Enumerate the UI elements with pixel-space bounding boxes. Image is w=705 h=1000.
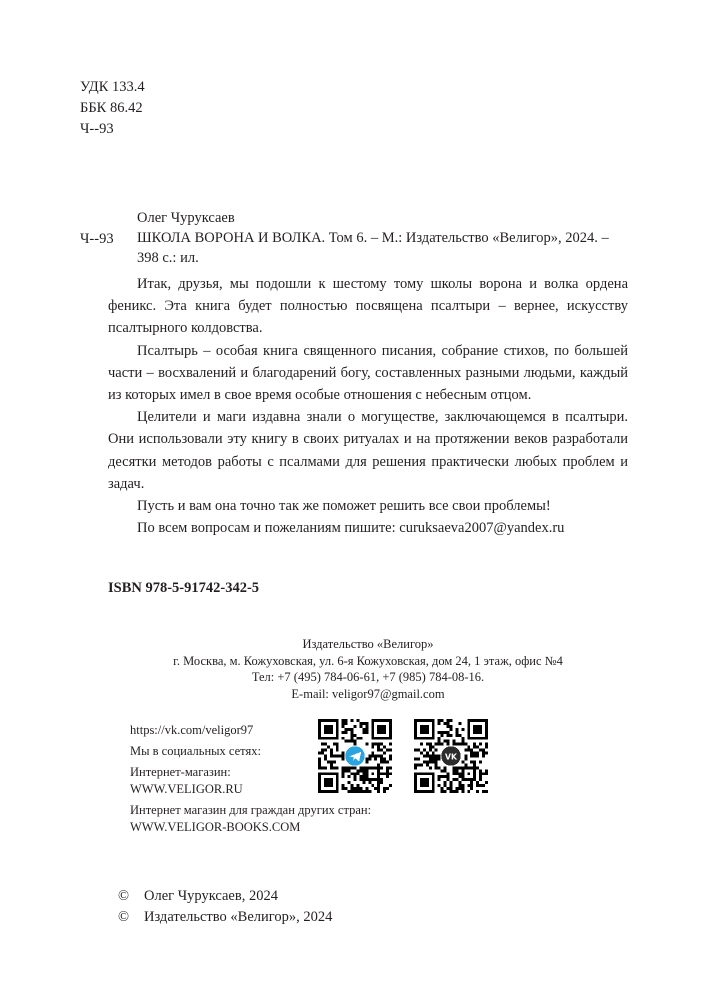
qr-code-telegram[interactable] [318, 719, 392, 793]
classification-block [80, 77, 145, 140]
copyright-author-text: Олег Чуруксаев, 2024 [144, 888, 278, 904]
vk-icon-label: VK [445, 752, 457, 762]
catalog-title-line2: 398 с.: ил. [137, 250, 199, 266]
udk-code: УДК 133.4 [80, 79, 145, 95]
isbn: ISBN 978-5-91742-342-5 [108, 580, 260, 596]
abstract-paragraph-4: Пусть и вам она точно так же поможет решить все свои проблемы! [137, 498, 551, 515]
abstract [108, 273, 628, 539]
copyright-symbol: © [118, 909, 130, 925]
bbk-code: ББК 86.42 [80, 100, 143, 116]
publisher-phones: Тел: +7 (495) 784-06-61, +7 (985) 784-08-16. [251, 670, 485, 684]
qr-code-vk[interactable] [414, 719, 488, 793]
abstract-paragraph-2: Псалтырь – особая книга священного писания, собрание стихов, по большей части – восхвалений и благодарений богу, составленных разными людьми, каждый из которых имел в свое время особые отношения с небесным отцом. [108, 342, 628, 404]
copyright-publisher [118, 907, 332, 928]
intl-shop-label: Интернет магазин для граждан других стран: [130, 803, 372, 817]
shop-link[interactable]: WWW.VELIGOR.RU [130, 782, 243, 796]
copyright-symbol: © [118, 888, 130, 904]
copyright-block [118, 886, 332, 928]
vk-link[interactable]: https://vk.com/veligor97 [130, 723, 254, 737]
copyright-publisher-text: Издательство «Велигор», 2024 [144, 909, 333, 925]
abstract-paragraph-3: Целители и маги издавна знали о могуществе, заключающемся в псалтыри. Они использовали эту книгу в своих ритуалах и на протяжении веков разработали десятки методов работы с псалмами для решения практически любых проблем и задач. [108, 409, 628, 492]
catalog-code: Ч--93 [80, 231, 114, 247]
catalog-record [137, 208, 637, 268]
catalog-title-line1: ШКОЛА ВОРОНА И ВОЛКА. Том 6. – М.: Издательство «Велигор», 2024. – [137, 230, 609, 246]
shop-label: Интернет-магазин: [130, 765, 231, 779]
abstract-paragraph-5: По всем вопросам и пожеланиям пишите: curuksaeva2007@yandex.ru [137, 520, 565, 537]
copyright-author [118, 886, 332, 907]
vk-icon [441, 746, 461, 766]
publisher-name: Издательство «Велигор» [302, 637, 434, 651]
abstract-paragraph-1: Итак, друзья, мы подошли к шестому тому школы ворона и волка ордена феникс. Эта книга будет полностью посвящена псалтыри – вернее, искусству псалтырного колдовства. [108, 276, 628, 337]
publisher-address: г. Москва, м. Кожуховская, ул. 6-я Кожуховская, дом 24, 1 этаж, офис №4 [173, 653, 563, 668]
publisher-info [108, 636, 628, 702]
telegram-icon [345, 746, 365, 766]
intl-shop-link[interactable]: WWW.VELIGOR-BOOKS.COM [130, 820, 301, 834]
social-label: Мы в социальных сетях: [130, 744, 261, 758]
publisher-email: E-mail: veligor97@gmail.com [291, 686, 445, 701]
catalog-author: Олег Чуруксаев [137, 210, 235, 226]
author-mark: Ч--93 [80, 121, 114, 137]
